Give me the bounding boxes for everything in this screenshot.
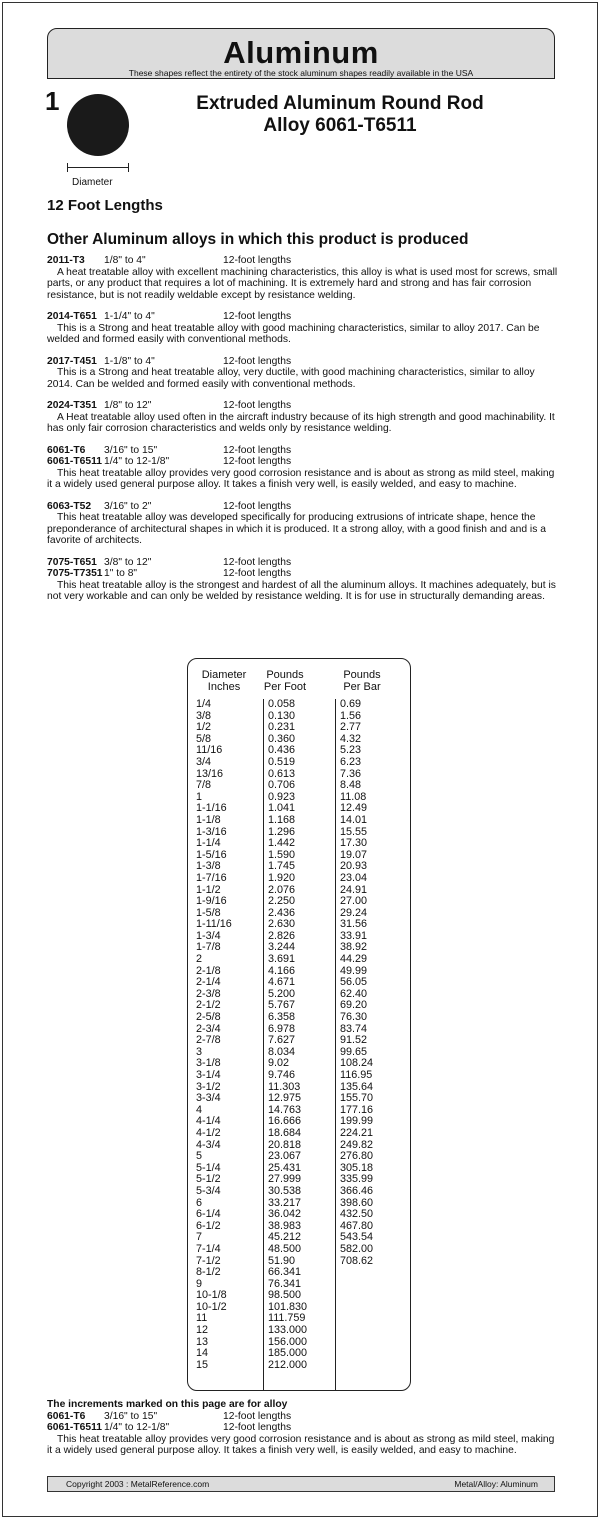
alloy-spec-line xyxy=(47,356,559,368)
bar-length: 12-foot lengths xyxy=(223,444,292,456)
increments-description: This heat treatable alloy provides very good corrosion resistance and is about as strong as mild steel, making it a widely used general purpose alloy. It takes a finish very well, is easily welded, and easy to machine. xyxy=(47,1433,555,1456)
pounds-per-foot-values: 0.058 0.130 0.231 0.360 0.436 0.519 0.613 0.706 0.923 1.041 1.168 1.296 1.442 1.590 1.745 1.920 2.076 2.250 2.436 2.630 2.826 3.244 3.691 4.166 4.671 5.200 5.767 6.358 6.978 7.627 8.034 9.02 9.746 11.303 12.975 14.763 16.666 18.684 20.818 23.067 25.431 27.999 30.538 33.217 36.042 38.983 45.212 48.500 51.90 66.341 76.341 98.500 101.830 111.759 133.000 156.000 185.000 212.000 xyxy=(268,698,308,1371)
alloy-name: 6061-T6511 xyxy=(47,456,102,467)
bar-length: 12-foot lengths xyxy=(223,355,292,367)
alloy-spec-line xyxy=(47,456,559,468)
product-title-line2: Alloy 6061-T6511 xyxy=(263,115,417,136)
size-range: 1-1/8" to 4" xyxy=(104,355,155,367)
bar-length: 12-foot lengths xyxy=(223,556,292,568)
diameter-values: 1/4 3/8 1/2 5/8 11/16 3/4 13/16 7/8 1 1-1/16 1-1/8 1-3/16 1-1/4 1-5/16 1-3/8 1-7/16 1-1/2 1-9/16 1-5/8 1-11/16 1-3/4 1-7/8 2 2-1/8 2-1/4 2-3/8 2-1/2 2-5/8 2-3/4 2-7/8 3 3-1/8 3-1/4 3-1/2 3-3/4 4 4-1/4 4-1/2 4-3/4 5 5-1/4 5-1/2 5-3/4 6 6-1/4 6-1/2 7 7-1/4 7-1/2 8-1/2 9 10-1/8 10-1/2 11 12 13 14 15 xyxy=(196,698,232,1371)
page-title: Aluminum xyxy=(223,35,379,70)
alloy-description: This is a Strong and heat treatable alloy with good machining characteristics, similar to alloy 2017. Can be welded and formed easily with conventional methods. xyxy=(47,322,540,345)
alloy-name: 2014-T651 xyxy=(47,311,97,322)
dimension-tick-right xyxy=(128,163,129,172)
increments-specs xyxy=(47,1411,559,1434)
alloy-entry xyxy=(47,445,559,491)
bar-length: 12-foot lengths xyxy=(223,1422,292,1433)
bar-length: 12-foot lengths xyxy=(223,456,292,467)
column-header-pounds-per-foot: Pounds Per Foot xyxy=(263,669,307,693)
round-rod-icon xyxy=(67,94,129,156)
product-title-line1: Extruded Aluminum Round Rod xyxy=(196,93,484,114)
alloy-description: This heat treatable alloy is the strongest and hardest of all the aluminum alloys. It machines adequately, but is not very workable and can only be welded by resistance welding. It is for use in structurally demanding areas. xyxy=(47,579,556,602)
alloy-description: This is a Strong and heat treatable alloy, very ductile, with good machining characteristics, similar to alloy 2014. Can be welded and formed easily with conventional methods. xyxy=(47,367,535,390)
footer-bar xyxy=(47,1476,555,1492)
alloy-description: A heat treatable alloy with excellent machining characteristics, this alloy is what is used most for screws, small parts, or any product that requires a lot of machining. It is extremely hard and strong and has fair corrosion resistance, but is not readily weldable except by resistance welding. xyxy=(47,266,558,301)
alloy-spec-line xyxy=(47,400,559,412)
alloy-entry xyxy=(47,400,559,435)
alloy-entry xyxy=(47,557,559,603)
alloy-entry xyxy=(47,255,559,301)
pounds-per-bar-values: 0.69 1.56 2.77 4.32 5.23 6.23 7.36 8.48 11.08 12.49 14.01 15.55 17.30 19.07 20.93 23.04 24.91 27.00 29.24 31.56 33.91 38.92 44.29 49.99 56.05 62.40 69.20 76.30 83.74 91.52 99.65 108.24 116.95 135.64 155.70 177.16 199.99 224.21 249.82 276.80 305.18 335.99 366.46 398.60 432.50 467.80 543.54 582.00 708.62 xyxy=(340,698,374,1267)
alloy-spec-line xyxy=(47,1422,559,1434)
alloy-name: 6061-T6 xyxy=(47,1410,86,1422)
alloys-heading: Other Aluminum alloys in which this product is produced xyxy=(47,231,469,248)
dimension-tick-left xyxy=(67,163,68,172)
alloy-entry xyxy=(47,501,559,547)
alloy-spec-line xyxy=(47,1411,559,1423)
item-number: 1 xyxy=(45,86,60,116)
alloy-name: 7075-T7351 xyxy=(47,568,103,579)
size-range: 1/8" to 12" xyxy=(104,400,152,411)
alloy-name: 6063-T52 xyxy=(47,500,92,512)
footer-category: Metal/Alloy: Aluminum xyxy=(454,1479,538,1489)
diameter-label: Diameter xyxy=(72,177,113,188)
alloy-name: 2011-T3 xyxy=(47,255,85,266)
column-divider xyxy=(335,699,336,1390)
footer-copyright: Copyright 2003 : MetalReference.com xyxy=(66,1479,210,1489)
lengths-heading: 12 Foot Lengths xyxy=(47,197,163,214)
alloy-spec-line xyxy=(47,501,559,513)
alloy-list xyxy=(47,255,559,613)
product-title xyxy=(140,93,540,137)
bar-length: 12-foot lengths xyxy=(223,400,292,411)
column-header-pounds-per-bar: Pounds Per Bar xyxy=(343,669,381,693)
size-range: 3/8" to 12" xyxy=(104,556,152,568)
alloy-entry xyxy=(47,311,559,346)
alloy-name: 2017-T451 xyxy=(47,355,97,367)
size-range: 1-1/4" to 4" xyxy=(104,311,155,322)
page-subtitle: These shapes reflect the entirety of the stock aluminum shapes readily available in the USA xyxy=(128,68,474,78)
size-range: 1" to 8" xyxy=(104,568,138,579)
alloy-description: A Heat treatable alloy used often in the aircraft industry because of its high strength and good machinability. It has only fair corrosion characteristics and welds only by resistance welding. xyxy=(47,411,555,434)
size-range: 3/16" to 15" xyxy=(104,444,158,456)
alloy-name: 6061-T6 xyxy=(47,444,86,456)
bar-length: 12-foot lengths xyxy=(223,311,292,322)
alloy-name: 2024-T351 xyxy=(47,400,97,411)
bar-length: 12-foot lengths xyxy=(223,568,292,579)
size-range: 3/16" to 15" xyxy=(104,1410,158,1422)
alloy-name: 7075-T651 xyxy=(47,556,97,568)
size-range: 3/16" to 2" xyxy=(104,500,152,512)
title-banner xyxy=(47,28,555,79)
alloy-spec-line xyxy=(47,445,559,457)
alloy-name: 6061-T6511 xyxy=(47,1422,102,1433)
alloy-entry xyxy=(47,356,559,391)
alloy-spec-line xyxy=(47,568,559,580)
bar-length: 12-foot lengths xyxy=(223,255,292,266)
increments-title: The increments marked on this page are for alloy xyxy=(47,1399,288,1410)
diameter-dimension-line xyxy=(67,167,129,168)
size-range: 1/4" to 12-1/8" xyxy=(104,456,170,467)
size-range: 1/8" to 4" xyxy=(104,255,146,266)
alloy-description: This heat treatable alloy provides very good corrosion resistance and is about as strong as mild steel, making it a widely used general purpose alloy. It takes a finish very well, is easily welded, and easy to machine. xyxy=(47,467,555,490)
alloy-spec-line xyxy=(47,311,559,323)
alloy-description: This heat treatable alloy was developed specifically for producing extrusions of intricate shape, hence the preponderance of architectural shapes in which it is produced. It a strong alloy, with a good finish and and is a favorite of architects. xyxy=(47,512,546,546)
column-header-diameter: Diameter Inches xyxy=(201,669,247,693)
bar-length: 12-foot lengths xyxy=(223,500,292,512)
column-divider xyxy=(263,699,264,1390)
bar-length: 12-foot lengths xyxy=(223,1410,292,1422)
alloy-spec-line xyxy=(47,557,559,569)
alloy-spec-line xyxy=(47,255,559,267)
size-range: 1/4" to 12-1/8" xyxy=(104,1422,170,1433)
weight-table xyxy=(187,658,411,1391)
increments-note xyxy=(47,1399,559,1457)
